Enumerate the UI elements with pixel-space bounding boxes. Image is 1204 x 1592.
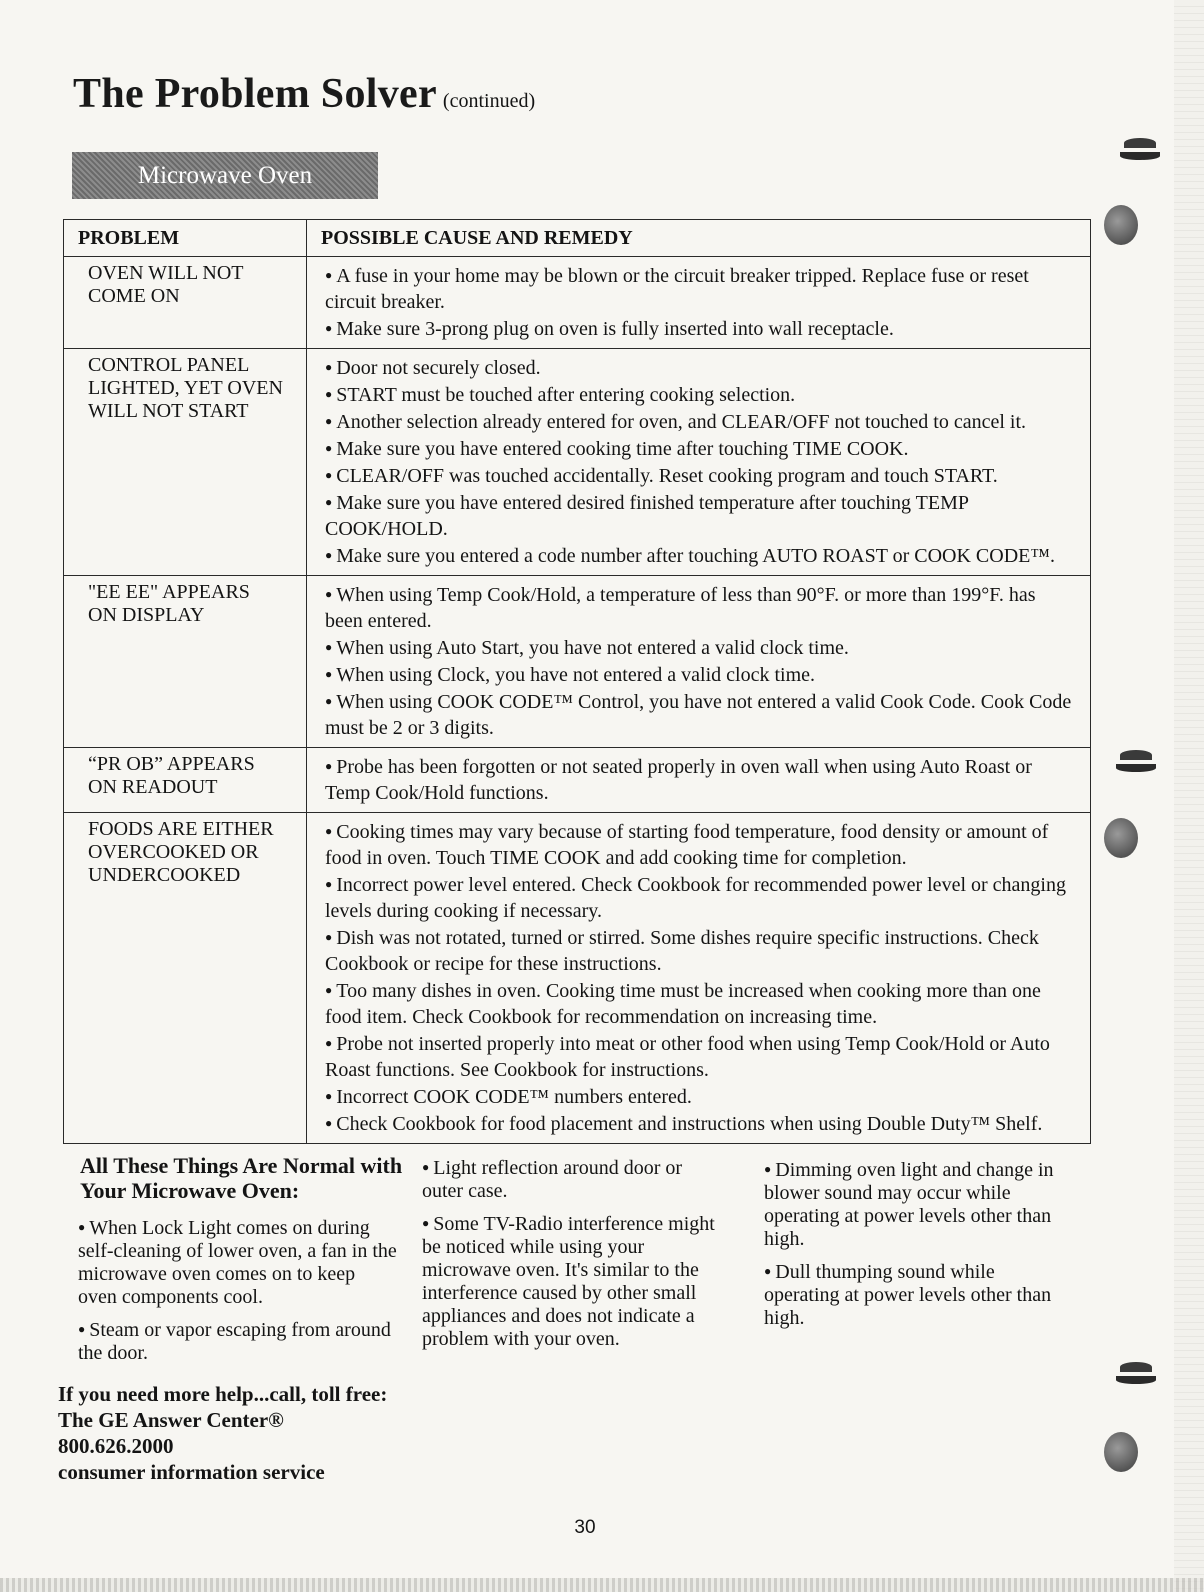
remedy-list (325, 753, 1076, 806)
remedy-item (325, 354, 1076, 381)
bullet-icon: ● (78, 1322, 86, 1336)
bullet-icon: ● (325, 1089, 333, 1103)
remedy-text: Incorrect power level entered. Check Cookbook for recommended power level or changing levels during cooking if necessary. (325, 874, 1066, 922)
scanned-bottom-edge (0, 1578, 1204, 1592)
bullet-icon: ● (325, 321, 333, 335)
bullet-icon: ● (325, 983, 333, 997)
list-item: ● Steam or vapor escaping from around the door. (78, 1319, 391, 1364)
remedy-item (325, 688, 1076, 741)
remedy-item (325, 753, 1076, 806)
bullet-icon: ● (325, 930, 333, 944)
problem-cell: "EE EE" APPEARS ON DISPLAY (64, 576, 307, 748)
bullet-icon: ● (325, 694, 333, 708)
remedy-item (325, 315, 1076, 342)
remedy-item (325, 408, 1076, 435)
remedy-text: When using Temp Cook/Hold, a temperature of less than 90°F. or more than 199°F. has been entered. (325, 584, 1036, 632)
table-row (64, 576, 1091, 748)
remedy-list (325, 262, 1076, 342)
column-header-remedy: POSSIBLE CAUSE AND REMEDY (307, 220, 1091, 257)
bullet-icon: ● (325, 1036, 333, 1050)
problem-cell: FOODS ARE EITHER OVERCOOKED OR UNDERCOOKED (64, 813, 307, 1144)
page-title-main: The Problem Solver (73, 71, 437, 117)
remedy-text: Cooking times may vary because of starting food temperature, food density or amount of food in oven. Touch TIME COOK and add cooking time for completion. (325, 821, 1049, 869)
column-header-problem: PROBLEM (64, 220, 307, 257)
page-title-subtitle: (continued) (442, 90, 536, 112)
remedy-text: Incorrect COOK CODE™ numbers entered. (336, 1086, 692, 1108)
remedy-text: Check Cookbook for food placement and instructions when using Double Duty™ Shelf. (336, 1113, 1043, 1135)
remedy-text: Too many dishes in oven. Cooking time must be increased when cooking more than one food item. Check Cookbook for recommendation on increasing time. (325, 980, 1041, 1028)
remedy-cell (307, 349, 1091, 576)
page-title (73, 70, 535, 118)
remedy-text: Make sure 3-prong plug on oven is fully inserted into wall receptacle. (336, 318, 894, 340)
remedy-text: Make sure you have entered cooking time after touching TIME COOK. (336, 438, 909, 460)
bullet-icon: ● (325, 360, 333, 374)
bullet-icon: ● (325, 414, 333, 428)
binder-clip-icon (1116, 1362, 1156, 1386)
problem-cell: “PR OB” APPEARS ON READOUT (64, 748, 307, 813)
remedy-item (325, 977, 1076, 1030)
bullet-icon: ● (325, 495, 333, 509)
remedy-cell (307, 576, 1091, 748)
remedy-text: CLEAR/OFF was touched accidentally. Reset cooking program and touch START. (336, 465, 998, 487)
remedy-item (325, 1110, 1076, 1137)
binder-hole-icon (1104, 205, 1138, 245)
bullet-icon: ● (325, 441, 333, 455)
remedy-list (325, 581, 1076, 741)
bullet-icon: ● (325, 1116, 333, 1130)
table-row (64, 257, 1091, 349)
table-header-row (64, 220, 1091, 257)
list-item: ● Some TV-Radio interference might be noticed while using your microwave oven. It's similar to the interference caused by other small appliances and does not indicate a problem with your oven. (422, 1213, 715, 1350)
remedy-item (325, 462, 1076, 489)
remedy-list (325, 354, 1076, 569)
phone-number: 800.626.2000 (58, 1434, 174, 1458)
list-item: ● When Lock Light comes on during self-cleaning of lower oven, a fan in the microwave oven comes on to keep oven components cool. (78, 1217, 397, 1308)
binder-hole-icon (1104, 818, 1138, 858)
remedy-item (325, 818, 1076, 871)
remedy-text: Dish was not rotated, turned or stirred. Some dishes require specific instructions. Check Cookbook or recipe for these instructions. (325, 927, 1039, 975)
table-row (64, 748, 1091, 813)
bullet-icon: ● (325, 387, 333, 401)
problem-cell: OVEN WILL NOT COME ON (64, 257, 307, 349)
remedy-item (325, 542, 1076, 569)
remedy-cell (307, 813, 1091, 1144)
bullet-icon: ● (325, 268, 333, 282)
normal-column-1 (78, 1216, 398, 1374)
bullet-icon: ● (325, 640, 333, 654)
normal-column-3 (764, 1158, 1064, 1339)
binder-clip-icon (1120, 138, 1160, 162)
remedy-item (325, 871, 1076, 924)
binder-clip-icon (1116, 750, 1156, 774)
bullet-icon: ● (325, 824, 333, 838)
bullet-icon: ● (78, 1220, 86, 1234)
help-contact-block (58, 1381, 387, 1485)
list-item: ● Light reflection around door or outer case. (422, 1157, 683, 1202)
help-call-line: If you need more help...call, toll free: (58, 1382, 388, 1406)
binder-hole-icon (1104, 1432, 1138, 1472)
remedy-item (325, 661, 1076, 688)
remedy-text: A fuse in your home may be blown or the circuit breaker tripped. Replace fuse or reset circuit breaker. (325, 265, 1029, 313)
list-item: ● Dimming oven light and change in blower sound may occur while operating at power levels other than high. (764, 1159, 1054, 1250)
bullet-icon: ● (764, 1264, 772, 1278)
remedy-text: When using Auto Start, you have not entered a valid clock time. (336, 637, 849, 659)
remedy-cell (307, 257, 1091, 349)
bullet-icon: ● (422, 1216, 430, 1230)
section-banner: Microwave Oven (72, 152, 378, 199)
remedy-item (325, 581, 1076, 634)
remedy-text: Probe not inserted properly into meat or other food when using Temp Cook/Hold or Auto Roast functions. See Cookbook for instructions. (325, 1033, 1050, 1081)
bullet-icon: ● (325, 548, 333, 562)
remedy-item (325, 634, 1076, 661)
page-number: 30 (574, 1517, 596, 1538)
remedy-item (325, 262, 1076, 315)
remedy-cell (307, 748, 1091, 813)
remedy-text: Door not securely closed. (336, 357, 541, 379)
remedy-item (325, 381, 1076, 408)
table-row (64, 813, 1091, 1144)
bullet-icon: ● (422, 1160, 430, 1174)
remedy-text: Probe has been forgotten or not seated properly in oven wall when using Auto Roast or Temp Cook/Hold functions. (325, 756, 1032, 804)
remedy-item (325, 1083, 1076, 1110)
remedy-text: When using COOK CODE™ Control, you have not entered a valid Cook Code. Cook Code must be 2 or 3 digits. (325, 691, 1072, 739)
bullet-icon: ● (764, 1162, 772, 1176)
bullet-icon: ● (325, 587, 333, 601)
remedy-item (325, 435, 1076, 462)
bullet-icon: ● (325, 759, 333, 773)
table-row (64, 349, 1091, 576)
consumer-service-label: consumer information service (58, 1460, 325, 1484)
normal-things-heading: All These Things Are Normal with Your Microwave Oven: (80, 1153, 403, 1203)
problem-cell: CONTROL PANEL LIGHTED, YET OVEN WILL NOT START (64, 349, 307, 576)
remedy-text: When using Clock, you have not entered a valid clock time. (336, 664, 815, 686)
remedy-text: START must be touched after entering cooking selection. (336, 384, 796, 406)
remedy-item (325, 489, 1076, 542)
bullet-icon: ● (325, 877, 333, 891)
answer-center-name: The GE Answer Center® (58, 1408, 284, 1432)
bullet-icon: ● (325, 468, 333, 482)
bullet-icon: ● (325, 667, 333, 681)
remedy-list (325, 818, 1076, 1137)
normal-column-2 (422, 1156, 722, 1360)
remedy-item (325, 924, 1076, 977)
remedy-text: Another selection already entered for oven, and CLEAR/OFF not touched to cancel it. (336, 411, 1027, 433)
scanned-page-edge (1174, 0, 1204, 1592)
problem-solver-table (63, 219, 1091, 1144)
list-item: ● Dull thumping sound while operating at power levels other than high. (764, 1261, 1052, 1329)
remedy-text: Make sure you entered a code number after touching AUTO ROAST or COOK CODE™. (336, 545, 1055, 567)
remedy-text: Make sure you have entered desired finished temperature after touching TEMP COOK/HOLD. (325, 492, 969, 540)
remedy-item (325, 1030, 1076, 1083)
